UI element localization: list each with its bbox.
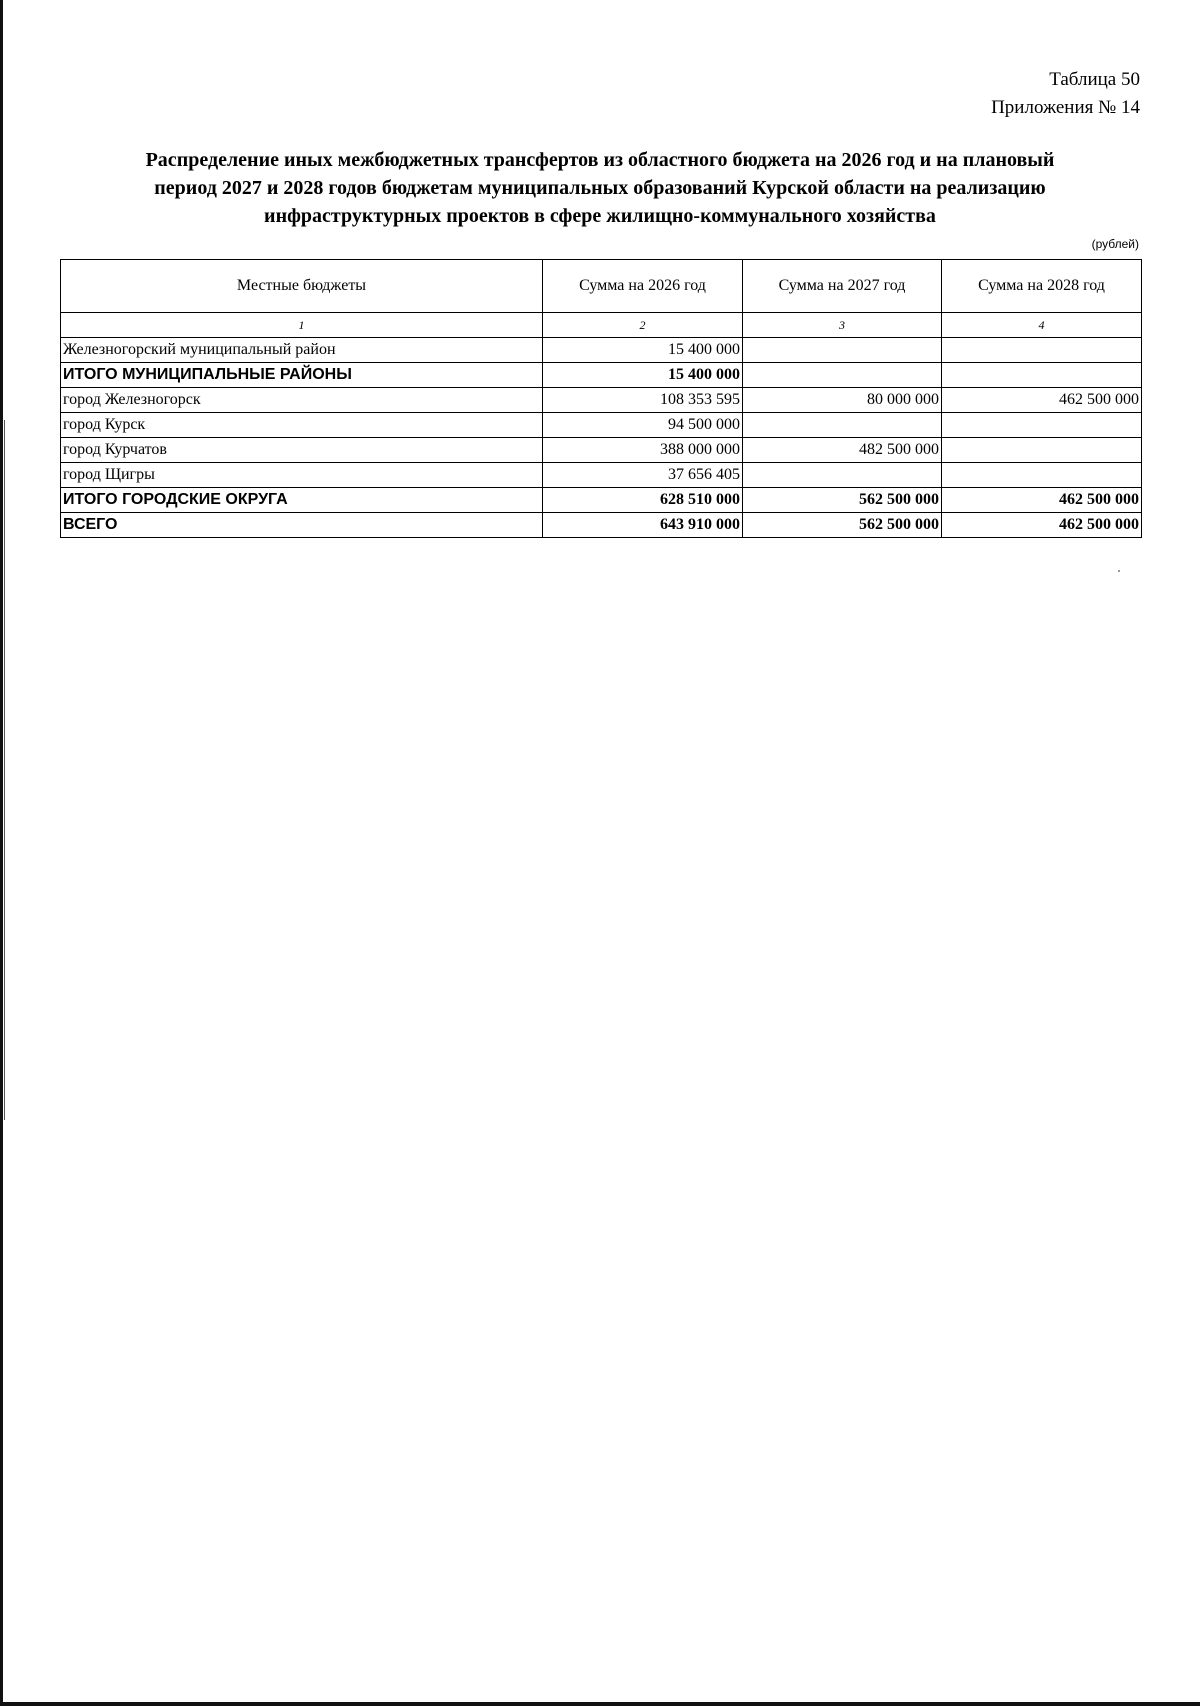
table-total-row xyxy=(61,363,1142,388)
title-line-1: Распределение иных межбюджетных трансфертов из областного бюджета на 2026 год и на плановый xyxy=(145,149,1055,171)
amount-2027-cell xyxy=(743,463,942,488)
appendix-number: Приложения № 14 xyxy=(991,97,1140,118)
column-number-row xyxy=(61,313,1142,338)
budget-name-cell: город Щигры xyxy=(61,463,543,488)
column-header-2028: Сумма на 2028 год xyxy=(942,260,1142,313)
amount-2026-cell: 37 656 405 xyxy=(543,463,743,488)
budget-name-cell: ИТОГО МУНИЦИПАЛЬНЫЕ РАЙОНЫ xyxy=(61,363,543,388)
table-row xyxy=(61,438,1142,463)
amount-2027-cell: 482 500 000 xyxy=(743,438,942,463)
column-number: 3 xyxy=(743,313,942,338)
appendix-reference xyxy=(991,66,1140,122)
column-header-2026: Сумма на 2026 год xyxy=(543,260,743,313)
amount-2028-cell xyxy=(942,413,1142,438)
amount-2027-cell: 80 000 000 xyxy=(743,388,942,413)
amount-2027-cell: 562 500 000 xyxy=(743,488,942,513)
amount-2027-cell xyxy=(743,363,942,388)
title-line-3: инфраструктурных проектов в сфере жилищно-коммунального хозяйства xyxy=(264,205,936,227)
amount-2026-cell: 108 353 595 xyxy=(543,388,743,413)
table-number: Таблица 50 xyxy=(1049,69,1140,90)
table-row xyxy=(61,338,1142,363)
budget-name-cell: город Курчатов xyxy=(61,438,543,463)
amount-2028-cell xyxy=(942,463,1142,488)
amount-2026-cell: 643 910 000 xyxy=(543,513,743,538)
budget-name-cell: ИТОГО ГОРОДСКИЕ ОКРУГА xyxy=(61,488,543,513)
column-number: 4 xyxy=(942,313,1142,338)
column-number: 2 xyxy=(543,313,743,338)
column-header-2027: Сумма на 2027 год xyxy=(743,260,942,313)
document-title xyxy=(60,146,1140,230)
amount-2028-cell: 462 500 000 xyxy=(942,388,1142,413)
table-header-row xyxy=(61,260,1142,313)
amount-2028-cell: 462 500 000 xyxy=(942,513,1142,538)
amount-2026-cell: 94 500 000 xyxy=(543,413,743,438)
scan-edge-bottom xyxy=(0,1702,1200,1706)
amount-2026-cell: 388 000 000 xyxy=(543,438,743,463)
table-row xyxy=(61,388,1142,413)
scan-edge-left-thin xyxy=(4,420,5,1120)
budget-table xyxy=(60,259,1142,538)
amount-2028-cell xyxy=(942,338,1142,363)
amount-2027-cell xyxy=(743,413,942,438)
budget-name-cell: Железногорский муниципальный район xyxy=(61,338,543,363)
title-line-2: период 2027 и 2028 годов бюджетам муниципальных образований Курской области на реализацию xyxy=(154,177,1046,199)
column-number: 1 xyxy=(61,313,543,338)
amount-2026-cell: 15 400 000 xyxy=(543,338,743,363)
amount-2026-cell: 628 510 000 xyxy=(543,488,743,513)
table-row xyxy=(61,463,1142,488)
table-total-row xyxy=(61,488,1142,513)
amount-2027-cell xyxy=(743,338,942,363)
budget-name-cell: ВСЕГО xyxy=(61,513,543,538)
scan-speck xyxy=(1118,570,1120,572)
column-header-local-budgets: Местные бюджеты xyxy=(61,260,543,313)
table-row xyxy=(61,413,1142,438)
budget-name-cell: город Железногорск xyxy=(61,388,543,413)
scan-edge-left xyxy=(0,0,3,1706)
amount-2028-cell xyxy=(942,438,1142,463)
units-label: (рублей) xyxy=(1091,237,1139,251)
amount-2027-cell: 562 500 000 xyxy=(743,513,942,538)
table-total-row xyxy=(61,513,1142,538)
budget-name-cell: город Курск xyxy=(61,413,543,438)
amount-2028-cell xyxy=(942,363,1142,388)
amount-2028-cell: 462 500 000 xyxy=(942,488,1142,513)
amount-2026-cell: 15 400 000 xyxy=(543,363,743,388)
